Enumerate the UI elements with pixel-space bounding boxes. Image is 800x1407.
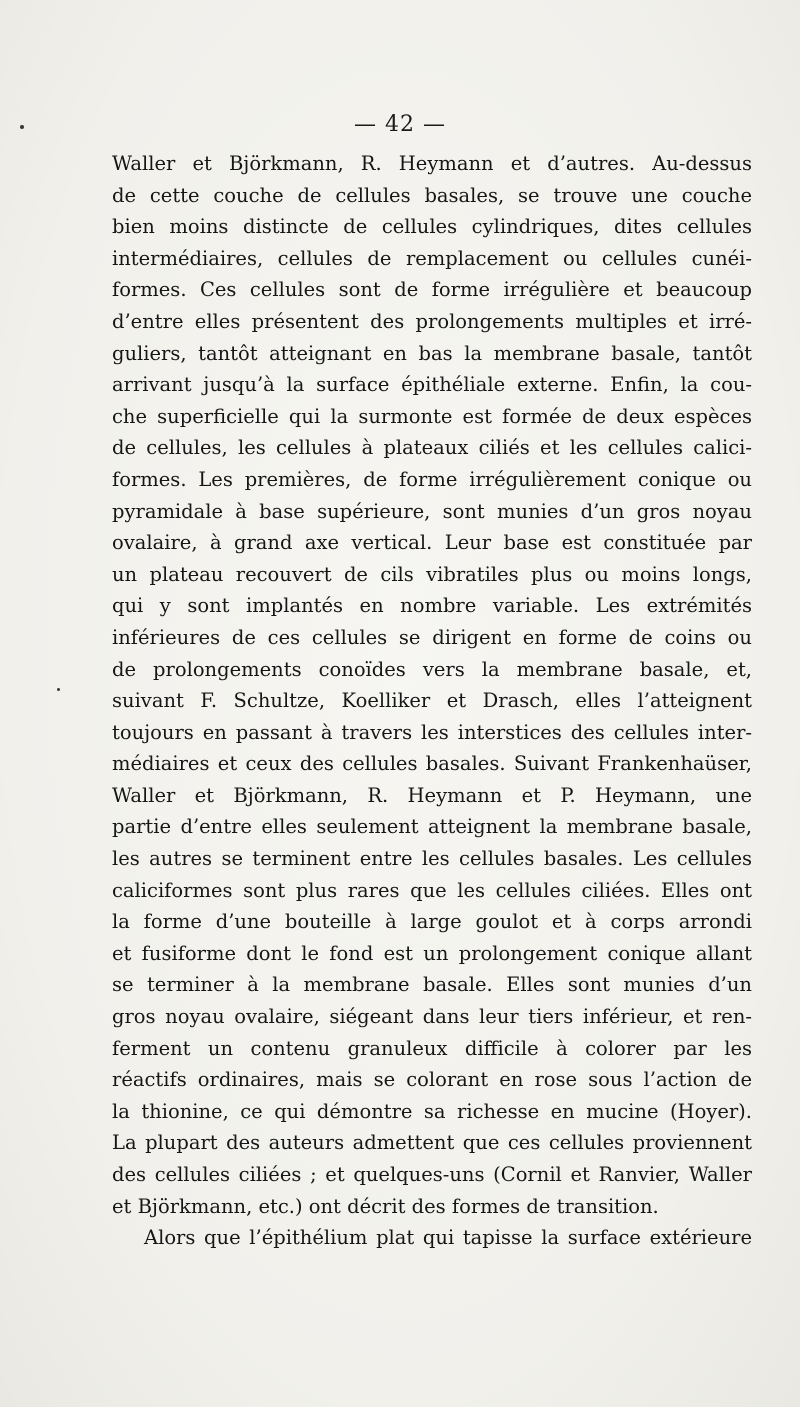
text-line: des cellules ciliées ; et quelques-uns (Cornil et Ranvier, Waller: [112, 1163, 752, 1186]
text-line: un plateau recouvert de cils vibratiles plus ou moins longs,: [112, 562, 752, 586]
text-line: d’entre elles présentent des prolongements multiples et irré-: [112, 309, 752, 333]
text-line: bien moins distincte de cellules cylindriques, dites cellules: [112, 215, 752, 239]
text-line: suivant F. Schultze, Koelliker et Drasch, elles l’atteignent: [112, 689, 752, 713]
text-line: la forme d’une bouteille à large goulot et à corps arrondi: [112, 910, 752, 934]
text-line: de cellules, les cellules à plateaux ciliés et les cellules calici-: [112, 436, 752, 460]
text-line: les autres se terminent entre les cellules basales. Les cellules: [112, 847, 752, 871]
text-line: arrivant jusqu’à la surface épithéliale externe. Enfin, la cou-: [112, 373, 752, 397]
text-line: La plupart des auteurs admettent que ces cellules proviennent: [112, 1131, 752, 1155]
text-line: toujours en passant à travers les interstices des cellules inter-: [112, 720, 752, 744]
text-line: de prolongements conoïdes vers la membrane basale, et,: [112, 657, 752, 681]
text-line: et fusiforme dont le fond est un prolongement conique allant: [112, 941, 752, 965]
text-line: réactifs ordinaires, mais se colorant en rose sous l’action de: [112, 1068, 752, 1092]
text-line: inférieures de ces cellules se dirigent en forme de coins ou: [112, 625, 752, 649]
text-line: intermédiaires, cellules de remplacement ou cellules cunéi-: [112, 246, 752, 270]
text-line: Waller et Björkmann, R. Heymann et d’autres. Au-dessus: [112, 152, 752, 175]
text-line: partie d’entre elles seulement atteignent la membrane basale,: [112, 815, 752, 839]
text-line: guliers, tantôt atteignant en bas la membrane basale, tantôt: [112, 341, 752, 365]
text-line: che superficielle qui la surmonte est formée de deux espèces: [112, 404, 752, 428]
text-line: ovalaire, à grand axe vertical. Leur base est constituée par: [112, 531, 752, 555]
text-line: de cette couche de cellules basales, se trouve une couche: [112, 183, 752, 207]
text-line: médiaires et ceux des cellules basales. Suivant Frankenhaüser,: [112, 752, 752, 776]
text-line: Waller et Björkmann, R. Heymann et P. Heymann, une: [112, 783, 752, 807]
paragraph-start-line: Alors que l’épithélium plat qui tapisse la surface extérieure: [144, 1226, 752, 1250]
text-line: pyramidale à base supérieure, sont munies d’un gros noyau: [112, 499, 752, 523]
text-line: la thionine, ce qui démontre sa richesse en mucine (Hoyer).: [112, 1099, 752, 1123]
text-line: se terminer à la membrane basale. Elles sont munies d’un: [112, 973, 752, 997]
body-text: [112, 148, 752, 1254]
text-line: ferment un contenu granuleux difficile à colorer par les: [112, 1036, 752, 1060]
text-line: formes. Les premières, de forme irrégulièrement conique ou: [112, 467, 752, 491]
text-line: caliciformes sont plus rares que les cellules ciliées. Elles ont: [112, 878, 752, 902]
paragraph-end-line: et Björkmann, etc.) ont décrit des formes de transition.: [112, 1194, 659, 1218]
text-line: qui y sont implantés en nombre variable. Les extrémités: [112, 594, 752, 618]
text-line: gros noyau ovalaire, siégeant dans leur tiers inférieur, et ren-: [112, 1005, 752, 1029]
page-number: — 42 —: [354, 112, 446, 137]
text-line: formes. Ces cellules sont de forme irrégulière et beaucoup: [112, 278, 752, 302]
paper-speck: [57, 688, 60, 691]
